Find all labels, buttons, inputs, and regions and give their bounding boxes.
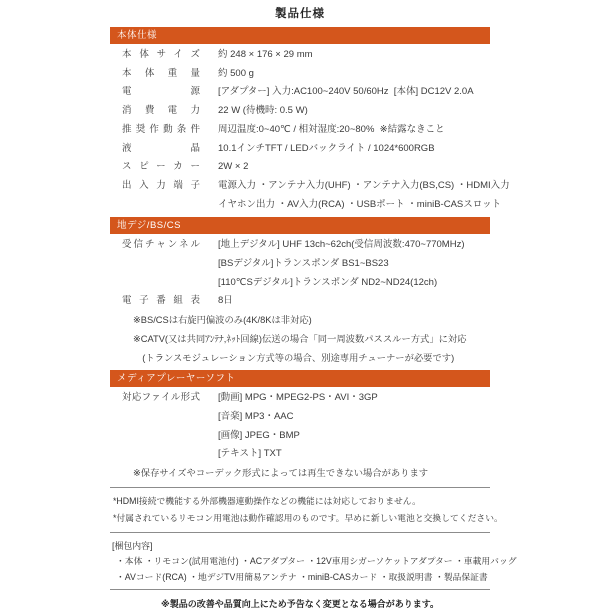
spec-value: 10.1インチTFT / LEDバックライト / 1024*600RGB <box>218 142 435 154</box>
spec-row-line <box>110 177 510 196</box>
spec-section <box>110 217 490 368</box>
package-line: ・AVコード(RCA) ・地デジTV用簡易アンテナ ・miniB-CASカード ・取扱説明書 ・製品保証書 <box>116 571 488 582</box>
spec-label: 対応ファイル形式 <box>122 392 200 404</box>
spec-value: 22 W (待機時: 0.5 W) <box>218 105 308 117</box>
spec-note: (トランスモジュレーション方式等の場合、別途専用チューナーが必要です) <box>133 352 455 363</box>
spec-row-line <box>110 427 490 446</box>
spec-row-line <box>110 46 490 65</box>
spec-value: [動画] MPG・MPEG2-PS・AVI・3GP <box>218 392 378 404</box>
divider-middle <box>110 532 490 533</box>
spec-row-line <box>110 140 490 159</box>
spec-row-line <box>110 274 490 293</box>
spec-value: [画像] JPEG・BMP <box>218 429 300 441</box>
revision-note: ※製品の改善や品質向上にため予告なく変更となる場合があります。 <box>160 598 440 609</box>
spec-value: [アダプター] 入力:AC100~240V 50/60Hz [本体] DC12V 2.0A <box>218 86 474 98</box>
package-contents-block <box>110 539 517 585</box>
spec-note: ※保存サイズやコーデック形式によっては再生できない場合があります <box>133 468 429 479</box>
spec-section <box>110 27 510 215</box>
spec-value: [地上デジタル] UHF 13ch~62ch(受信周波数:470~770MHz) <box>218 239 465 251</box>
spec-row-line <box>110 255 490 274</box>
spec-label: 本体重量 <box>122 67 200 79</box>
footnote-line: *付属されているリモコン用電池は動作確認用のものです。早めに新しい電池と交換してください。 <box>113 512 503 523</box>
spec-label: 電子番組表 <box>122 295 200 307</box>
spec-value: 2W × 2 <box>218 161 249 173</box>
divider-top <box>110 487 490 488</box>
footnotes-block <box>110 493 503 527</box>
spec-label: 出入力端子 <box>122 179 200 191</box>
spec-row-line <box>110 236 490 255</box>
divider-bottom <box>110 589 490 590</box>
page-title: 製品仕様 <box>275 8 325 20</box>
spec-row-line <box>110 196 502 215</box>
spec-row-line <box>110 389 490 408</box>
spec-value: イヤホン出力 ・AV入力(RCA) ・USBポート ・miniB-CASスロット <box>218 198 502 210</box>
spec-value: 周辺温度:0~40℃ / 相対湿度:20~80% ※結露なきこと <box>218 123 445 135</box>
spec-label: 電源 <box>122 86 200 98</box>
spec-value: 約 248 × 176 × 29 mm <box>218 49 313 60</box>
spec-value: [110℃Sデジタル]トランスポンダ ND2~ND24(12ch) <box>218 276 438 288</box>
spec-value: [テキスト] TXT <box>218 448 282 460</box>
spec-row-line <box>110 121 490 140</box>
spec-row-line <box>110 83 490 102</box>
spec-label: 受信チャンネル <box>122 239 200 251</box>
spec-value: 約 500 g <box>218 67 254 79</box>
spec-sections <box>110 27 510 484</box>
spec-row-line <box>110 158 490 177</box>
section-header: 地デジ/BS/CS <box>110 217 490 234</box>
spec-label: 推奨作動条件 <box>122 123 200 135</box>
spec-value: 電源入力 ・アンテナ入力(UHF) ・アンテナ入力(BS,CS) ・HDMI入力 <box>218 179 510 191</box>
spec-label: 消費電力 <box>122 105 200 117</box>
section-header: メディアプレーヤーソフト <box>110 370 490 387</box>
spec-section <box>110 370 490 484</box>
spec-note: ※BS/CSは右旋円偏波のみ(4K/8Kは非対応) <box>133 315 312 326</box>
spec-row-line <box>110 445 490 464</box>
package-line: ・本体 ・リモコン(試用電池付) ・ACアダプター ・12V車用シガーソケットアダプター ・車載用バッグ <box>116 556 517 567</box>
spec-value: 8日 <box>218 295 233 307</box>
spec-label: 本体サイズ <box>122 49 200 60</box>
spec-row-line <box>110 102 490 121</box>
spec-value: [BSデジタル]トランスポンダ BS1~BS23 <box>218 258 389 270</box>
section-header: 本体仕様 <box>110 27 490 44</box>
spec-row-line <box>110 408 490 427</box>
spec-value: [音楽] MP3・AAC <box>218 410 294 422</box>
section-body <box>110 234 490 368</box>
section-body <box>110 387 490 484</box>
spec-label: 液晶 <box>122 142 200 154</box>
section-body <box>110 44 510 215</box>
spec-label: スピーカー <box>122 161 200 173</box>
spec-row-line <box>110 292 490 311</box>
spec-note: ※CATV(又は共同ｱﾝﾃﾅ,ﾈｯﾄ回線)伝送の場合「同一周波数パススルー方式」に対応 <box>133 333 467 344</box>
product-spec-sheet <box>110 0 517 610</box>
footnote-line: *HDMI接続で機能する外部機器連動操作などの機能には対応しておりません。 <box>113 495 421 506</box>
spec-row-line <box>110 65 490 84</box>
package-heading: [梱包内容] <box>112 540 153 551</box>
